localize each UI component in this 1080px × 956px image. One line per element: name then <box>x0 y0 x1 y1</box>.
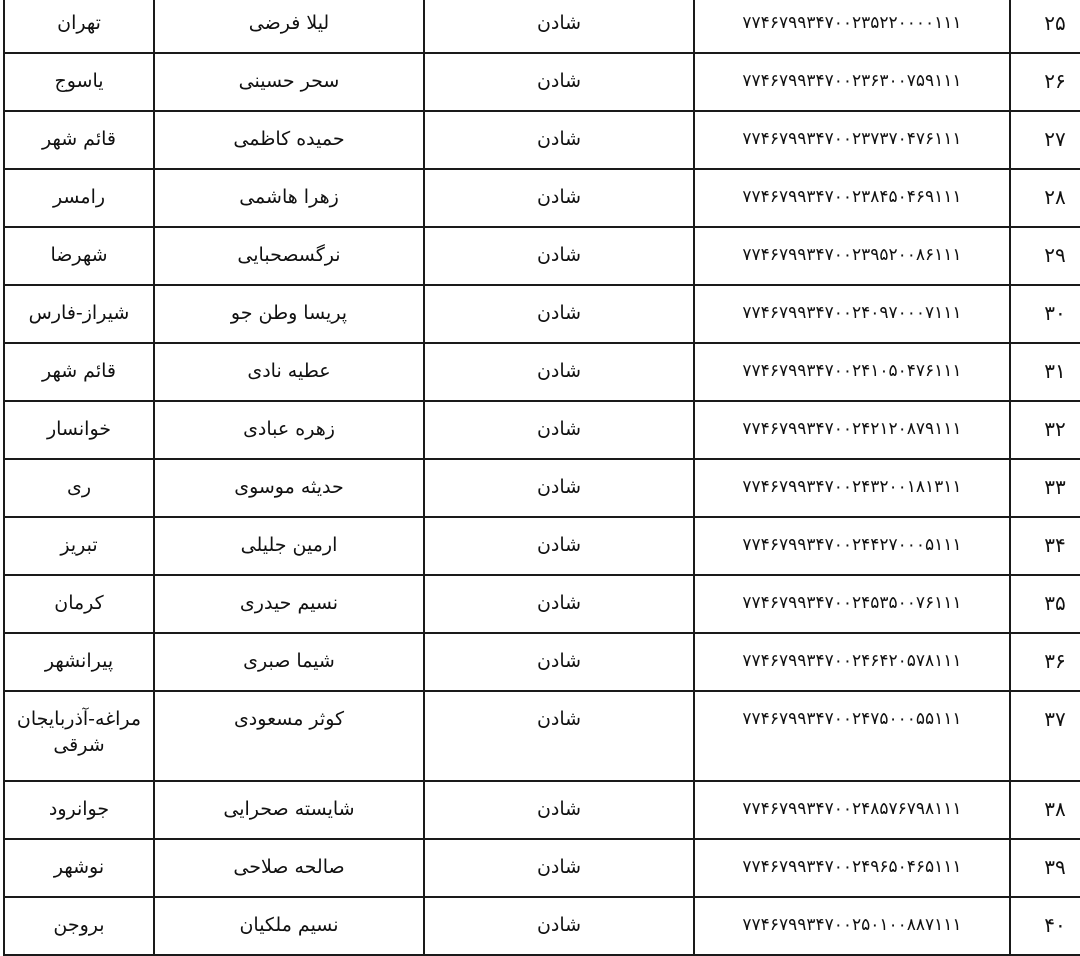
table-row <box>4 459 1080 517</box>
person-name: شایسته صحرایی <box>154 781 424 839</box>
city-name: یاسوج <box>4 53 154 111</box>
person-name: حدیثه موسوی <box>154 459 424 517</box>
row-number: ۲۵ <box>1010 0 1080 53</box>
person-name: لیلا فرضی <box>154 0 424 53</box>
city-name: رامسر <box>4 169 154 227</box>
person-name: نرگسصحبایی <box>154 227 424 285</box>
company-name: شادن <box>424 459 694 517</box>
city-name: نوشهر <box>4 839 154 897</box>
city-name: ری <box>4 459 154 517</box>
city-name: شیراز-فارس <box>4 285 154 343</box>
company-name: شادن <box>424 227 694 285</box>
row-number: ۳۵ <box>1010 575 1080 633</box>
table-row <box>4 691 1080 781</box>
city-name: مراغه-آذربایجان شرقی <box>4 691 154 781</box>
row-number: ۲۶ <box>1010 53 1080 111</box>
row-number: ۳۴ <box>1010 517 1080 575</box>
row-number: ۳۹ <box>1010 839 1080 897</box>
person-name: نسیم حیدری <box>154 575 424 633</box>
row-number: ۳۷ <box>1010 691 1080 781</box>
tracking-code: ۷۷۴۶۷۹۹۳۴۷۰۰۲۴۲۱۲۰۸۷۹۱۱۱ <box>694 401 1010 459</box>
row-number: ۳۶ <box>1010 633 1080 691</box>
company-name: شادن <box>424 575 694 633</box>
company-name: شادن <box>424 0 694 53</box>
table-row <box>4 897 1080 955</box>
city-name: بروجن <box>4 897 154 955</box>
company-name: شادن <box>424 897 694 955</box>
city-name: تهران <box>4 0 154 53</box>
company-name: شادن <box>424 839 694 897</box>
row-number: ۲۹ <box>1010 227 1080 285</box>
tracking-code: ۷۷۴۶۷۹۹۳۴۷۰۰۲۴۸۵۷۶۷۹۸۱۱۱ <box>694 781 1010 839</box>
table-row <box>4 53 1080 111</box>
city-name: خوانسار <box>4 401 154 459</box>
tracking-code: ۷۷۴۶۷۹۹۳۴۷۰۰۲۳۹۵۲۰۰۸۶۱۱۱ <box>694 227 1010 285</box>
row-number: ۳۳ <box>1010 459 1080 517</box>
company-name: شادن <box>424 401 694 459</box>
table-row <box>4 401 1080 459</box>
company-name: شادن <box>424 691 694 781</box>
city-name: قائم شهر <box>4 111 154 169</box>
tracking-code: ۷۷۴۶۷۹۹۳۴۷۰۰۲۴۱۰۵۰۴۷۶۱۱۱ <box>694 343 1010 401</box>
tracking-code: ۷۷۴۶۷۹۹۳۴۷۰۰۲۴۵۳۵۰۰۷۶۱۱۱ <box>694 575 1010 633</box>
tracking-code: ۷۷۴۶۷۹۹۳۴۷۰۰۲۴۳۲۰۰۱۸۱۳۱۱ <box>694 459 1010 517</box>
tracking-code: ۷۷۴۶۷۹۹۳۴۷۰۰۲۳۸۴۵۰۴۶۹۱۱۱ <box>694 169 1010 227</box>
person-name: زهرا هاشمی <box>154 169 424 227</box>
row-number: ۲۷ <box>1010 111 1080 169</box>
company-name: شادن <box>424 111 694 169</box>
person-name: سحر حسینی <box>154 53 424 111</box>
company-name: شادن <box>424 781 694 839</box>
table-row <box>4 575 1080 633</box>
row-number: ۳۰ <box>1010 285 1080 343</box>
records-table-body <box>4 0 1080 955</box>
tracking-code: ۷۷۴۶۷۹۹۳۴۷۰۰۲۴۹۶۵۰۴۶۵۱۱۱ <box>694 839 1010 897</box>
company-name: شادن <box>424 343 694 401</box>
table-row <box>4 781 1080 839</box>
company-name: شادن <box>424 169 694 227</box>
person-name: عطیه نادی <box>154 343 424 401</box>
row-number: ۳۸ <box>1010 781 1080 839</box>
row-number: ۲۸ <box>1010 169 1080 227</box>
person-name: نسیم ملکیان <box>154 897 424 955</box>
person-name: زهره عبادی <box>154 401 424 459</box>
table-row <box>4 227 1080 285</box>
city-name: جوانرود <box>4 781 154 839</box>
row-number: ۴۰ <box>1010 897 1080 955</box>
tracking-code: ۷۷۴۶۷۹۹۳۴۷۰۰۲۴۶۴۲۰۵۷۸۱۱۱ <box>694 633 1010 691</box>
table-row <box>4 343 1080 401</box>
tracking-code: ۷۷۴۶۷۹۹۳۴۷۰۰۲۴۰۹۷۰۰۰۷۱۱۱ <box>694 285 1010 343</box>
city-name: شهرضا <box>4 227 154 285</box>
table-row <box>4 285 1080 343</box>
company-name: شادن <box>424 285 694 343</box>
person-name: کوثر مسعودی <box>154 691 424 781</box>
company-name: شادن <box>424 633 694 691</box>
person-name: ارمین جلیلی <box>154 517 424 575</box>
tracking-code: ۷۷۴۶۷۹۹۳۴۷۰۰۲۳۶۳۰۰۷۵۹۱۱۱ <box>694 53 1010 111</box>
tracking-code: ۷۷۴۶۷۹۹۳۴۷۰۰۲۳۷۳۷۰۴۷۶۱۱۱ <box>694 111 1010 169</box>
city-name: کرمان <box>4 575 154 633</box>
table-row <box>4 0 1080 53</box>
company-name: شادن <box>424 53 694 111</box>
city-name: پیرانشهر <box>4 633 154 691</box>
row-number: ۳۲ <box>1010 401 1080 459</box>
company-name: شادن <box>424 517 694 575</box>
table-row <box>4 517 1080 575</box>
person-name: حمیده کاظمی <box>154 111 424 169</box>
person-name: صالحه صلاحی <box>154 839 424 897</box>
table-row <box>4 839 1080 897</box>
tracking-code: ۷۷۴۶۷۹۹۳۴۷۰۰۲۵۰۱۰۰۸۸۷۱۱۱ <box>694 897 1010 955</box>
row-number: ۳۱ <box>1010 343 1080 401</box>
table-row <box>4 111 1080 169</box>
tracking-code: ۷۷۴۶۷۹۹۳۴۷۰۰۲۳۵۲۲۰۰۰۰۱۱۱ <box>694 0 1010 53</box>
city-name: تبریز <box>4 517 154 575</box>
person-name: پریسا وطن جو <box>154 285 424 343</box>
records-table <box>3 0 1080 956</box>
person-name: شیما صبری <box>154 633 424 691</box>
tracking-code: ۷۷۴۶۷۹۹۳۴۷۰۰۲۴۴۲۷۰۰۰۵۱۱۱ <box>694 517 1010 575</box>
city-name: قائم شهر <box>4 343 154 401</box>
table-row <box>4 633 1080 691</box>
tracking-code: ۷۷۴۶۷۹۹۳۴۷۰۰۲۴۷۵۰۰۰۵۵۱۱۱ <box>694 691 1010 781</box>
table-row <box>4 169 1080 227</box>
